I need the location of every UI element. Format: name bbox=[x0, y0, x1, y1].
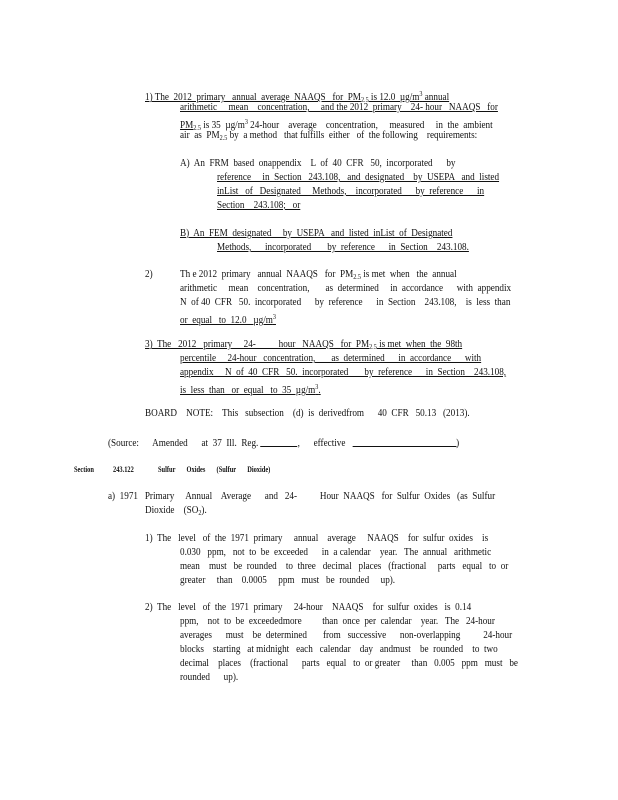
para3-line3: appendix N of 40 CFR 50. incorporated by reference in Section 243.108, bbox=[180, 367, 507, 378]
para2-line3: N of 40 CFR 50. incorporated by reference in Section 243.108, is less than bbox=[180, 297, 511, 308]
para1-line2: arithmetic mean concentration, and the 2012 primary 24- hour NAAQS for bbox=[180, 102, 498, 113]
para1A-line2: reference in Section 243.108, and designated by USEPA and listed bbox=[217, 172, 500, 183]
item1-line2: 0.030 ppm, not to be exceeded in a calendar year. The annual arithmetic bbox=[180, 547, 492, 558]
para3-line2: percentile 24-hour concentration, as determined in accordance with bbox=[180, 353, 482, 364]
section-label: Section bbox=[74, 465, 94, 474]
subsec-a-line1: a) 1971 Primary Annual Average and 24- Hour NAAQS for Sulfur Oxides (as Sulfur bbox=[108, 491, 496, 502]
para3-line1: 3) The 2012 primary 24- hour NAAQS for $PM_{2.5}$ is met when the 98th bbox=[145, 339, 463, 351]
board-note: BOARD NOTE: This subsection (d) is derivedfrom 40 CFR 50.13 (2013). bbox=[145, 408, 470, 419]
source-line: (Source: Amended at 37 Ill. Reg. , effective ) bbox=[108, 438, 460, 449]
section-title: Sulfur Oxides (Sulfur Dioxide) bbox=[158, 465, 271, 474]
para1-line3: $PM_{2.5}$ is 35 $\mu g/m^3$ 24-hour average concentration, measured in the ambient bbox=[180, 118, 493, 132]
item2-line5: decimal places (fractional parts equal to or greater than 0.005 ppm must be bbox=[180, 658, 518, 669]
para1A-line4: Section 243.108; or bbox=[217, 200, 301, 211]
para1A-line3: inList of Designated Methods, incorporated by reference in bbox=[217, 186, 485, 197]
para2-line2: arithmetic mean concentration, as determined in accordance with appendix bbox=[180, 283, 512, 294]
item2-line3: averages must be determined from successive non-overlapping 24-hour bbox=[180, 630, 513, 641]
para2-number: 2) bbox=[145, 269, 153, 280]
para1A-line1: A) An FRM based onappendix L of 40 CFR 50, incorporated by bbox=[180, 158, 456, 169]
para1B-line2: Methods, incorporated by reference in Section 243.108. bbox=[217, 242, 469, 253]
item1-line3: mean must be rounded to three decimal places (fractional parts equal to or bbox=[180, 561, 509, 572]
para2-line1: Th e 2012 primary annual NAAQS for $PM_{2.5}$ is met when the annual bbox=[180, 269, 457, 281]
item2-line6: rounded up). bbox=[180, 672, 239, 683]
reg-blank bbox=[261, 436, 298, 447]
para1-line4: air as $PM_{2.5}$ by a method that fulfills either of the following requirements: bbox=[180, 130, 478, 142]
para1-line1: 1) The 2012 primary annual average NAAQS for $PM_{2.5}$ is 12.0 $\mu g/m^3$ annual bbox=[145, 90, 450, 104]
section-number: 243.122 bbox=[113, 465, 134, 474]
para1B-line1: B) An FEM designated by USEPA and listed inList of Designated bbox=[180, 228, 453, 239]
para3-line4: is less than or equal to 35 $\mu g/m^3$. bbox=[180, 383, 321, 396]
item2-line2: ppm, not to be exceededmore than once per calendar year. The 24-hour bbox=[180, 616, 495, 627]
item2-line4: blocks starting at midnight each calendar day andmust be rounded to two bbox=[180, 644, 498, 655]
item1-line4: greater than 0.0005 ppm must be rounded up). bbox=[180, 575, 396, 586]
item1-line1: 1) The level of the 1971 primary annual average NAAQS for sulfur oxides is bbox=[145, 533, 489, 544]
item2-line1: 2) The level of the 1971 primary 24-hour NAAQS for sulfur oxides is 0.14 bbox=[145, 602, 472, 613]
effective-blank bbox=[352, 436, 456, 447]
subsec-a-line2: Dioxide $(SO_2)$. bbox=[145, 505, 207, 517]
para2-line4: or equal to 12.0 $\mu g/m^3$ bbox=[180, 313, 276, 326]
